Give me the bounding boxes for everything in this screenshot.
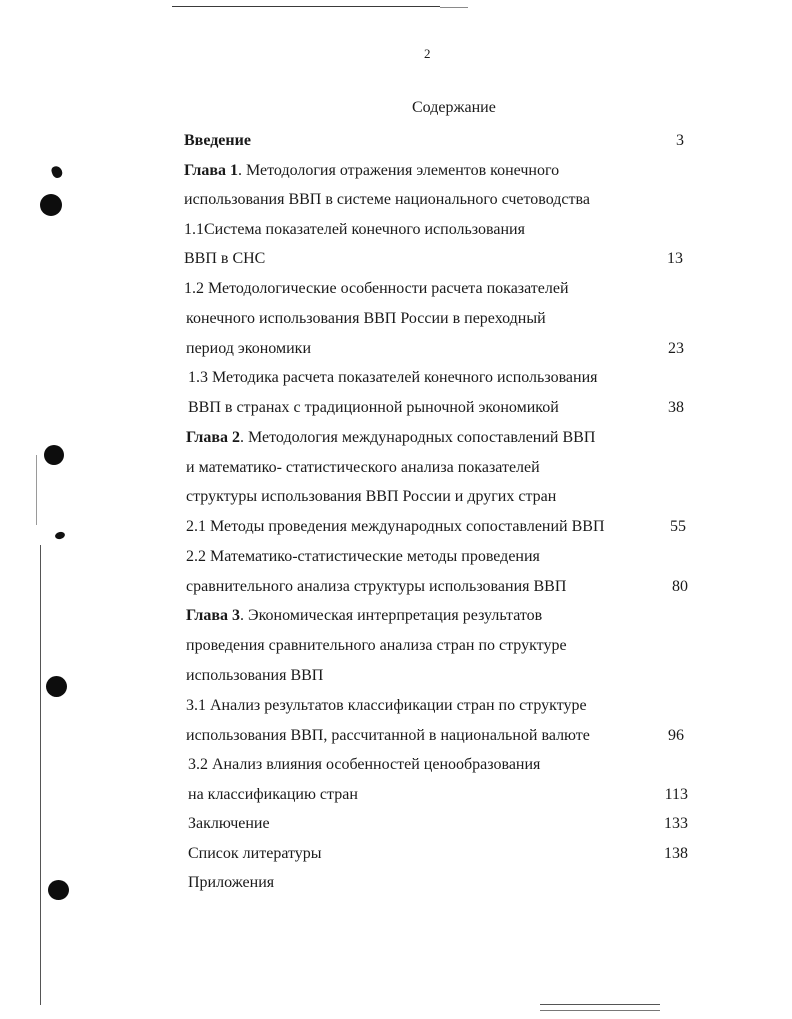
toc-entry-bold-label: Глава 3 xyxy=(186,607,240,624)
scan-artifact-line xyxy=(540,1010,660,1011)
toc-entry xyxy=(184,189,590,211)
punch-mark xyxy=(50,165,64,180)
punch-hole xyxy=(40,194,62,216)
toc-entry-bold-label: Глава 1 xyxy=(184,162,238,179)
toc-entry xyxy=(186,665,323,687)
toc-page-number: 80 xyxy=(672,578,688,595)
toc-entry-text: и математико- статистического анализа показателей xyxy=(186,459,540,476)
toc-entry xyxy=(186,486,556,508)
toc-entry xyxy=(186,605,542,627)
scan-artifact-line xyxy=(36,455,37,525)
toc-entry xyxy=(186,546,540,568)
toc-entry-text: 3.1 Анализ результатов классификации стран по структуре xyxy=(186,697,587,714)
toc-entry-text: 2.1 Методы проведения международных сопоставлений ВВП xyxy=(186,518,605,535)
toc-page-number: 13 xyxy=(667,250,683,267)
toc-entry-text: ВВП в странах с традиционной рыночной экономикой xyxy=(188,399,559,416)
toc-entry-text: использования ВВП, рассчитанной в национальной валюте xyxy=(186,727,590,744)
toc-page-number: 113 xyxy=(664,786,688,803)
toc-entry-text: Приложения xyxy=(188,874,275,891)
toc-page-number: 38 xyxy=(668,399,684,416)
toc-entry xyxy=(184,219,525,241)
toc-entry-text: сравнительного анализа структуры использования ВВП xyxy=(186,578,567,595)
toc-entry-text: Заключение xyxy=(188,815,270,832)
punch-mark xyxy=(54,531,65,540)
toc-entry xyxy=(188,367,598,389)
toc-entry xyxy=(186,516,605,538)
toc-entry-text: структуры использования ВВП России и других стран xyxy=(186,488,557,505)
toc-entry xyxy=(188,813,270,835)
toc-entry xyxy=(188,843,322,865)
toc-entry-text: . Экономическая интерпретация результатов xyxy=(240,607,543,624)
toc-page-number: 138 xyxy=(664,845,688,862)
toc-entry xyxy=(186,635,567,657)
toc-entry xyxy=(186,338,311,360)
toc-entry-text: 3.2 Анализ влияния особенностей ценообразования xyxy=(188,756,541,773)
toc-entry xyxy=(188,872,274,894)
toc-entry xyxy=(186,576,566,598)
punch-hole xyxy=(48,880,69,900)
toc-page-number: 133 xyxy=(664,815,688,832)
toc-entry-text: . Методология отражения элементов конечного xyxy=(238,162,560,179)
scan-artifact-line xyxy=(172,6,440,7)
toc-entry xyxy=(186,725,590,747)
toc-page-number: 55 xyxy=(670,518,686,535)
toc-entry-text: 1.1Система показателей конечного использования xyxy=(184,221,525,238)
toc-entry-text: ВВП в СНС xyxy=(184,250,266,267)
toc-entry xyxy=(188,397,559,419)
toc-entry-text: 1.2 Методологические особенности расчета показателей xyxy=(184,280,569,297)
toc-entry xyxy=(188,784,358,806)
toc-entry-text: конечного использования ВВП России в переходный xyxy=(186,310,546,327)
toc-entry xyxy=(184,278,569,300)
punch-hole xyxy=(46,676,67,697)
scan-artifact-line xyxy=(40,545,41,1005)
toc-entry xyxy=(186,427,595,449)
toc-entry-bold-label: Введение xyxy=(184,132,251,149)
toc-entry xyxy=(184,248,265,270)
toc-entry-text: использования ВВП xyxy=(186,667,324,684)
toc-entry-text: . Методология международных сопоставлений ВВП xyxy=(240,429,596,446)
toc-entry-text: проведения сравнительного анализа стран по структуре xyxy=(186,637,567,654)
toc-entry xyxy=(186,308,546,330)
toc-entry xyxy=(184,130,251,152)
toc-entry xyxy=(186,457,540,479)
punch-hole xyxy=(44,445,64,465)
scan-artifact-line xyxy=(440,7,468,8)
toc-entry-bold-label: Глава 2 xyxy=(186,429,240,446)
toc-page-number: 96 xyxy=(668,727,684,744)
toc-entry-text: 1.3 Методика расчета показателей конечного использования xyxy=(188,369,598,386)
toc-entry xyxy=(186,695,587,717)
toc-entry-text: период экономики xyxy=(186,340,312,357)
toc-page-number: 23 xyxy=(668,340,684,357)
toc-entry xyxy=(184,160,559,182)
toc-entry xyxy=(188,754,540,776)
scan-artifact-line xyxy=(540,1004,660,1005)
toc-page-number: 3 xyxy=(676,132,684,149)
toc-entry-text: 2.2 Математико-статистические методы проведения xyxy=(186,548,540,565)
toc-entry-text: использования ВВП в системе национального счетоводства xyxy=(184,191,590,208)
toc-entry-text: Список литературы xyxy=(188,845,322,862)
toc-entry-text: на классификацию стран xyxy=(188,786,358,803)
page-title: Содержание xyxy=(412,99,496,116)
page-number: 2 xyxy=(424,46,431,61)
